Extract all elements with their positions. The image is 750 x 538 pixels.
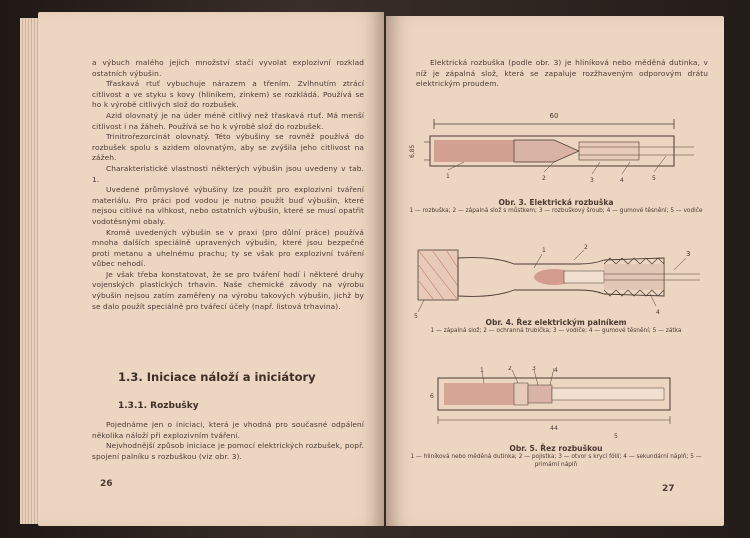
fig3-label: 5 [652, 175, 656, 182]
paragraph: Je však třeba konstatovat, že se pro tváření hodí i některé druhy vojenských plastických trhavin. Naše chemické závody na výrobu výbušin nejsou zatím zaměřeny na výrobu takových výbušin, jichž by se dalo použít speciálně pro tvářecí účely (např. listová trhavina). [92, 269, 364, 311]
figure-4-legend: 1 — zápalná slož; 2 — ochranná trubička; 3 — vodiče; 4 — gumové těsnění; 5 — zátka [430, 328, 682, 334]
right-intro: Elektrická rozbuška (podle obr. 3) je hliníková nebo měděná dutinka, v níž je zápalná slož, která se zapaluje rozžhaveným odporovým drátu elektrickým proudem. [416, 58, 708, 89]
figure-5-legend: 1 — hliníková nebo měděná dutinka; 2 — pojistka; 3 — otvor s krycí fólií; 4 — sekundární náplň; 5 — primární náplň [410, 454, 702, 468]
fig4-label: 2 [584, 244, 588, 251]
figure-3-caption [406, 198, 706, 215]
figure-4-igniter [404, 240, 710, 320]
fig4-label: 3 [686, 250, 691, 258]
fig3-label: 2 [542, 175, 546, 182]
fig3-label: 3 [590, 177, 594, 184]
figure-5-detonator-section [404, 366, 710, 444]
figure-5-title: Obr. 5. Řez rozbuškou [509, 444, 603, 453]
fig5-dim-diameter: 6 [430, 393, 434, 400]
paragraph: Pojednáme jen o iniciaci, která je vhodná pro současné odpálení několika náloží při explozivním tváření. [92, 420, 364, 440]
paragraph: Kromě uvedených výbušin se v praxi (pro důlní práce) používá mnoha dalších speciálně upravených výbušin, které jsou bezpečné proti metanu a uhelnému prachu; ty se však pro explozivní tváření vůbec nehodí. [92, 227, 364, 269]
paragraph: Charakteristické vlastnosti některých výbušin jsou uvedeny v tab. 1. [92, 163, 364, 184]
page-number-left: 26 [100, 479, 113, 489]
paragraph: Trinitrořezorcinát olovnatý. Této výbušiny se rovněž používá do rozbušek spolu s azidem olovnatým, aby se zvýšila jeho citlivost na zážeh. [92, 132, 364, 163]
left-page-body [92, 58, 364, 312]
figure-4-title: Obr. 4. Řez elektrickým palníkem [485, 318, 627, 327]
figure-5-caption [406, 444, 706, 469]
fig5-label: 5 [614, 433, 618, 440]
fig5-label: 4 [554, 367, 558, 374]
figure-3-legend: 1 — rozbuška; 2 — zápalná slož s můstkem; 3 — rozbuškový šroub; 4 — gumové těsnění; 5 — vodiče [409, 208, 703, 214]
fig3-label: 4 [620, 177, 624, 184]
fig5-label: 2 [508, 366, 512, 372]
subsection-heading: 1.3.1. Rozbušky [118, 401, 199, 411]
fig3-dim-diameter: 6,85 [409, 144, 416, 158]
fig5-label: 3 [532, 366, 536, 372]
fig4-label: 5 [414, 313, 418, 320]
section-heading: 1.3. Iniciace náloží a iniciátory [118, 370, 316, 384]
paragraph: Uvedené průmyslové výbušiny lze použít pro explozivní tváření materiálu. Pro práci pod vodou je nutno použít buď výbušin, které nejsou citlivé na vlhkost, nebo ostatních výbušin, které se musí opatřit vodotěsnými obaly. [92, 185, 364, 226]
left-page-body-2 [92, 420, 364, 462]
fig5-dim-length: 44 [550, 425, 558, 432]
figure-3-title: Obr. 3. Elektrická rozbuška [498, 198, 614, 207]
fig3-dim-length: 60 [549, 112, 559, 120]
fig5-label: 1 [480, 367, 484, 374]
right-page [386, 16, 724, 526]
page-number-right: 27 [662, 484, 675, 494]
paragraph: a výbuch malého jejich množství stačí vyvolat explozivní rozklad ostatních výbušin. [92, 58, 364, 78]
fig4-label: 4 [656, 309, 660, 316]
fig4-label: 1 [542, 247, 546, 254]
figure-4-caption [406, 318, 706, 335]
left-page [38, 12, 384, 526]
fig3-label: 1 [446, 173, 450, 180]
paragraph: Třaskavá rtuť vybuchuje nárazem a třením. Zvlhnutím ztrácí citlivost a ve styku s kovy (hliníkem, zinkem) se rozkládá. Používá se ho k výrobě citlivých slož do rozbušek. [92, 79, 364, 110]
paragraph: Azid olovnatý je na úder méně citlivý než třaskavá rtuť. Má menší citlivost i na žáheh. Používá se ho k výrobě slož do rozbušek. [92, 110, 364, 131]
figure-3-detonator [404, 106, 710, 190]
paragraph: Nejvhodnější způsob iniciace je pomocí elektrických rozbušek, popř. spojení palníku s rozbuškou (viz obr. 3). [92, 441, 364, 461]
